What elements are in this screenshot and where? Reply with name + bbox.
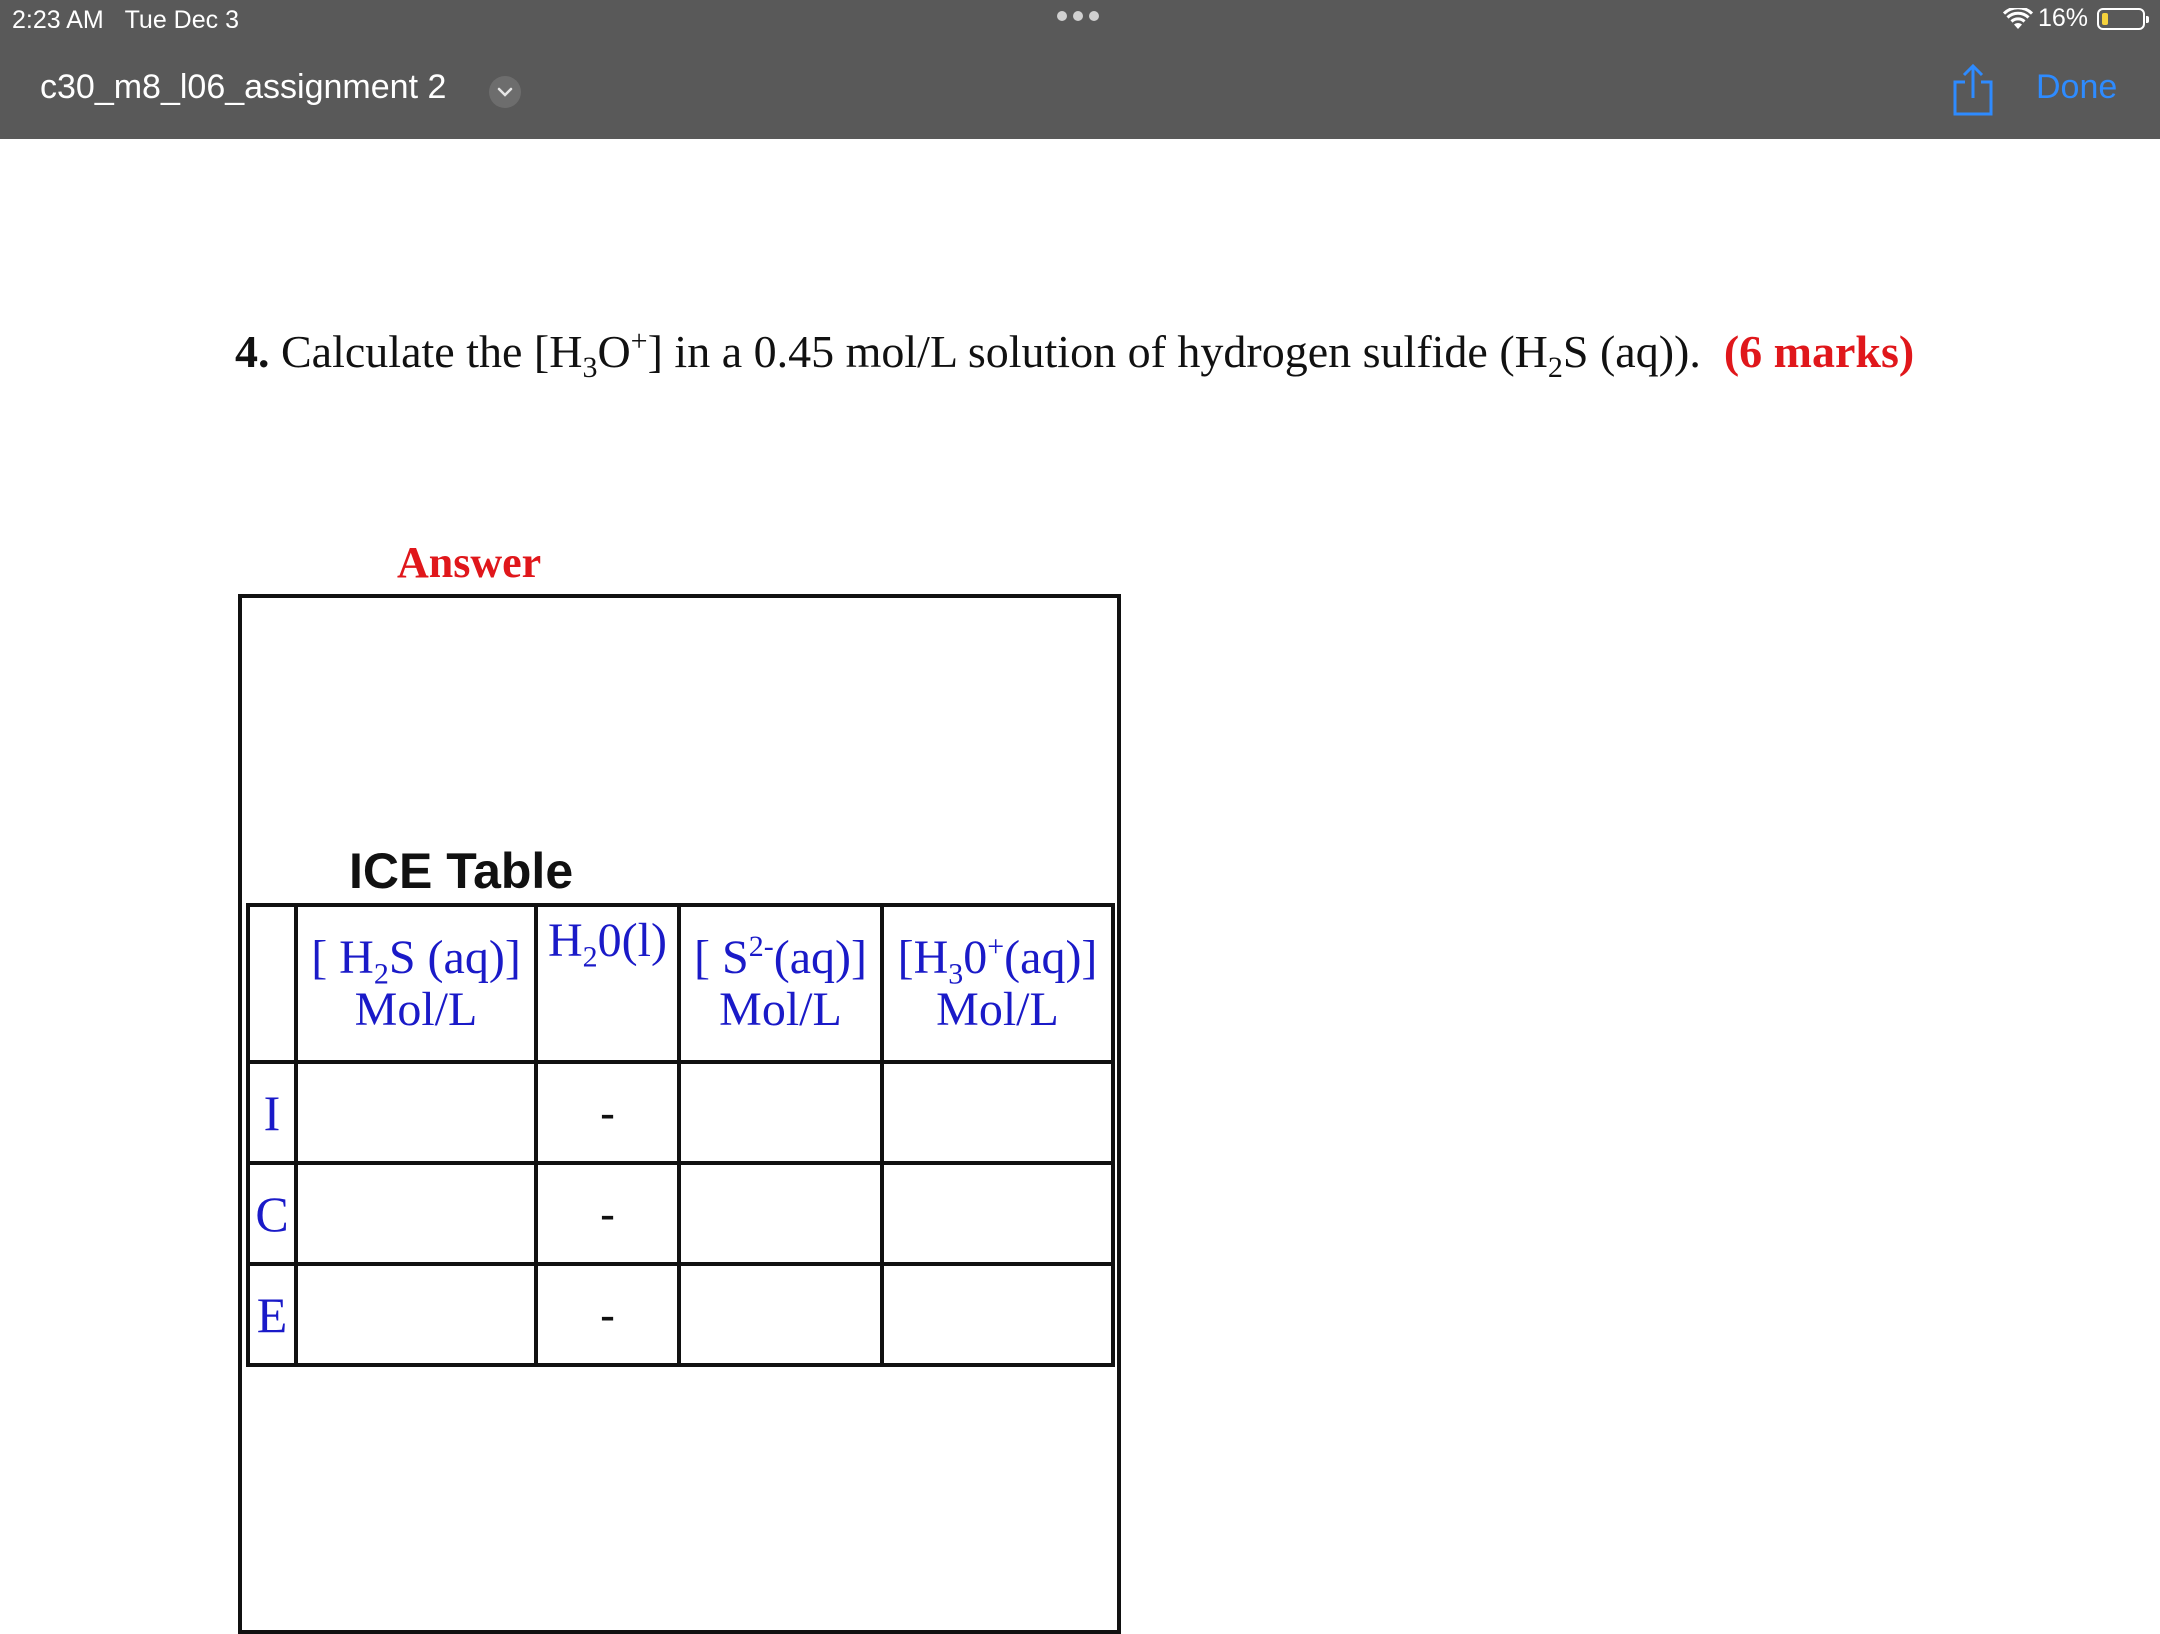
cell-change-h2o: - (536, 1163, 679, 1264)
share-icon[interactable] (1951, 64, 1995, 116)
cell-change-h2s[interactable] (296, 1163, 536, 1264)
cell-equilibrium-h2o: - (536, 1264, 679, 1365)
header-h3o: $[H_30^+(aq)]$ Mol/L (882, 905, 1113, 1062)
cell-initial-h2s[interactable] (296, 1062, 536, 1163)
marks-label: (6 marks) (1723, 326, 1915, 377)
table-row (248, 1062, 1113, 1163)
status-time: 2:23 AM Tue Dec 3 (12, 6, 239, 34)
header-s2: [ $S^{2-}(aq)$] Mol/L (679, 905, 882, 1062)
cell-change-s2[interactable] (679, 1163, 882, 1264)
question-text: 4. Calculate the $[H_3O^+]$ in a 0.45 mol/L solution of hydrogen sulfide ($H_2S$ (aq)). (6 marks) (235, 324, 1915, 385)
corner-cell (248, 905, 296, 1062)
row-label-change: C (248, 1163, 296, 1264)
cell-change-h3o[interactable] (882, 1163, 1113, 1264)
wifi-icon (2003, 8, 2033, 30)
ice-table-title: ICE Table (349, 843, 574, 899)
battery-icon (2097, 8, 2145, 30)
cell-equilibrium-s2[interactable] (679, 1264, 882, 1365)
cell-initial-s2[interactable] (679, 1062, 882, 1163)
done-button[interactable]: Done (2036, 68, 2118, 106)
cell-initial-h3o[interactable] (882, 1062, 1113, 1163)
table-header-row (248, 905, 1113, 1062)
top-toolbar (0, 0, 2160, 139)
question-number: 4. (235, 326, 270, 377)
row-label-initial: I (248, 1062, 296, 1163)
battery-percent: 16% (2038, 4, 2089, 32)
chevron-down-icon[interactable] (489, 76, 521, 108)
cell-equilibrium-h2s[interactable] (296, 1264, 536, 1365)
ice-table (246, 903, 1115, 1367)
multitasking-dots-icon[interactable] (1057, 11, 1099, 21)
table-row (248, 1163, 1113, 1264)
cell-initial-h2o: - (536, 1062, 679, 1163)
document-title[interactable]: c30_m8_l06_assignment 2 (40, 68, 447, 106)
header-h2s: [ $H_2S$ (aq)] Mol/L (296, 905, 536, 1062)
table-row (248, 1264, 1113, 1365)
row-label-equilibrium: E (248, 1264, 296, 1365)
header-h2o: $H_20(l)$ (536, 905, 679, 1062)
answer-label: Answer (397, 538, 542, 587)
cell-equilibrium-h3o[interactable] (882, 1264, 1113, 1365)
